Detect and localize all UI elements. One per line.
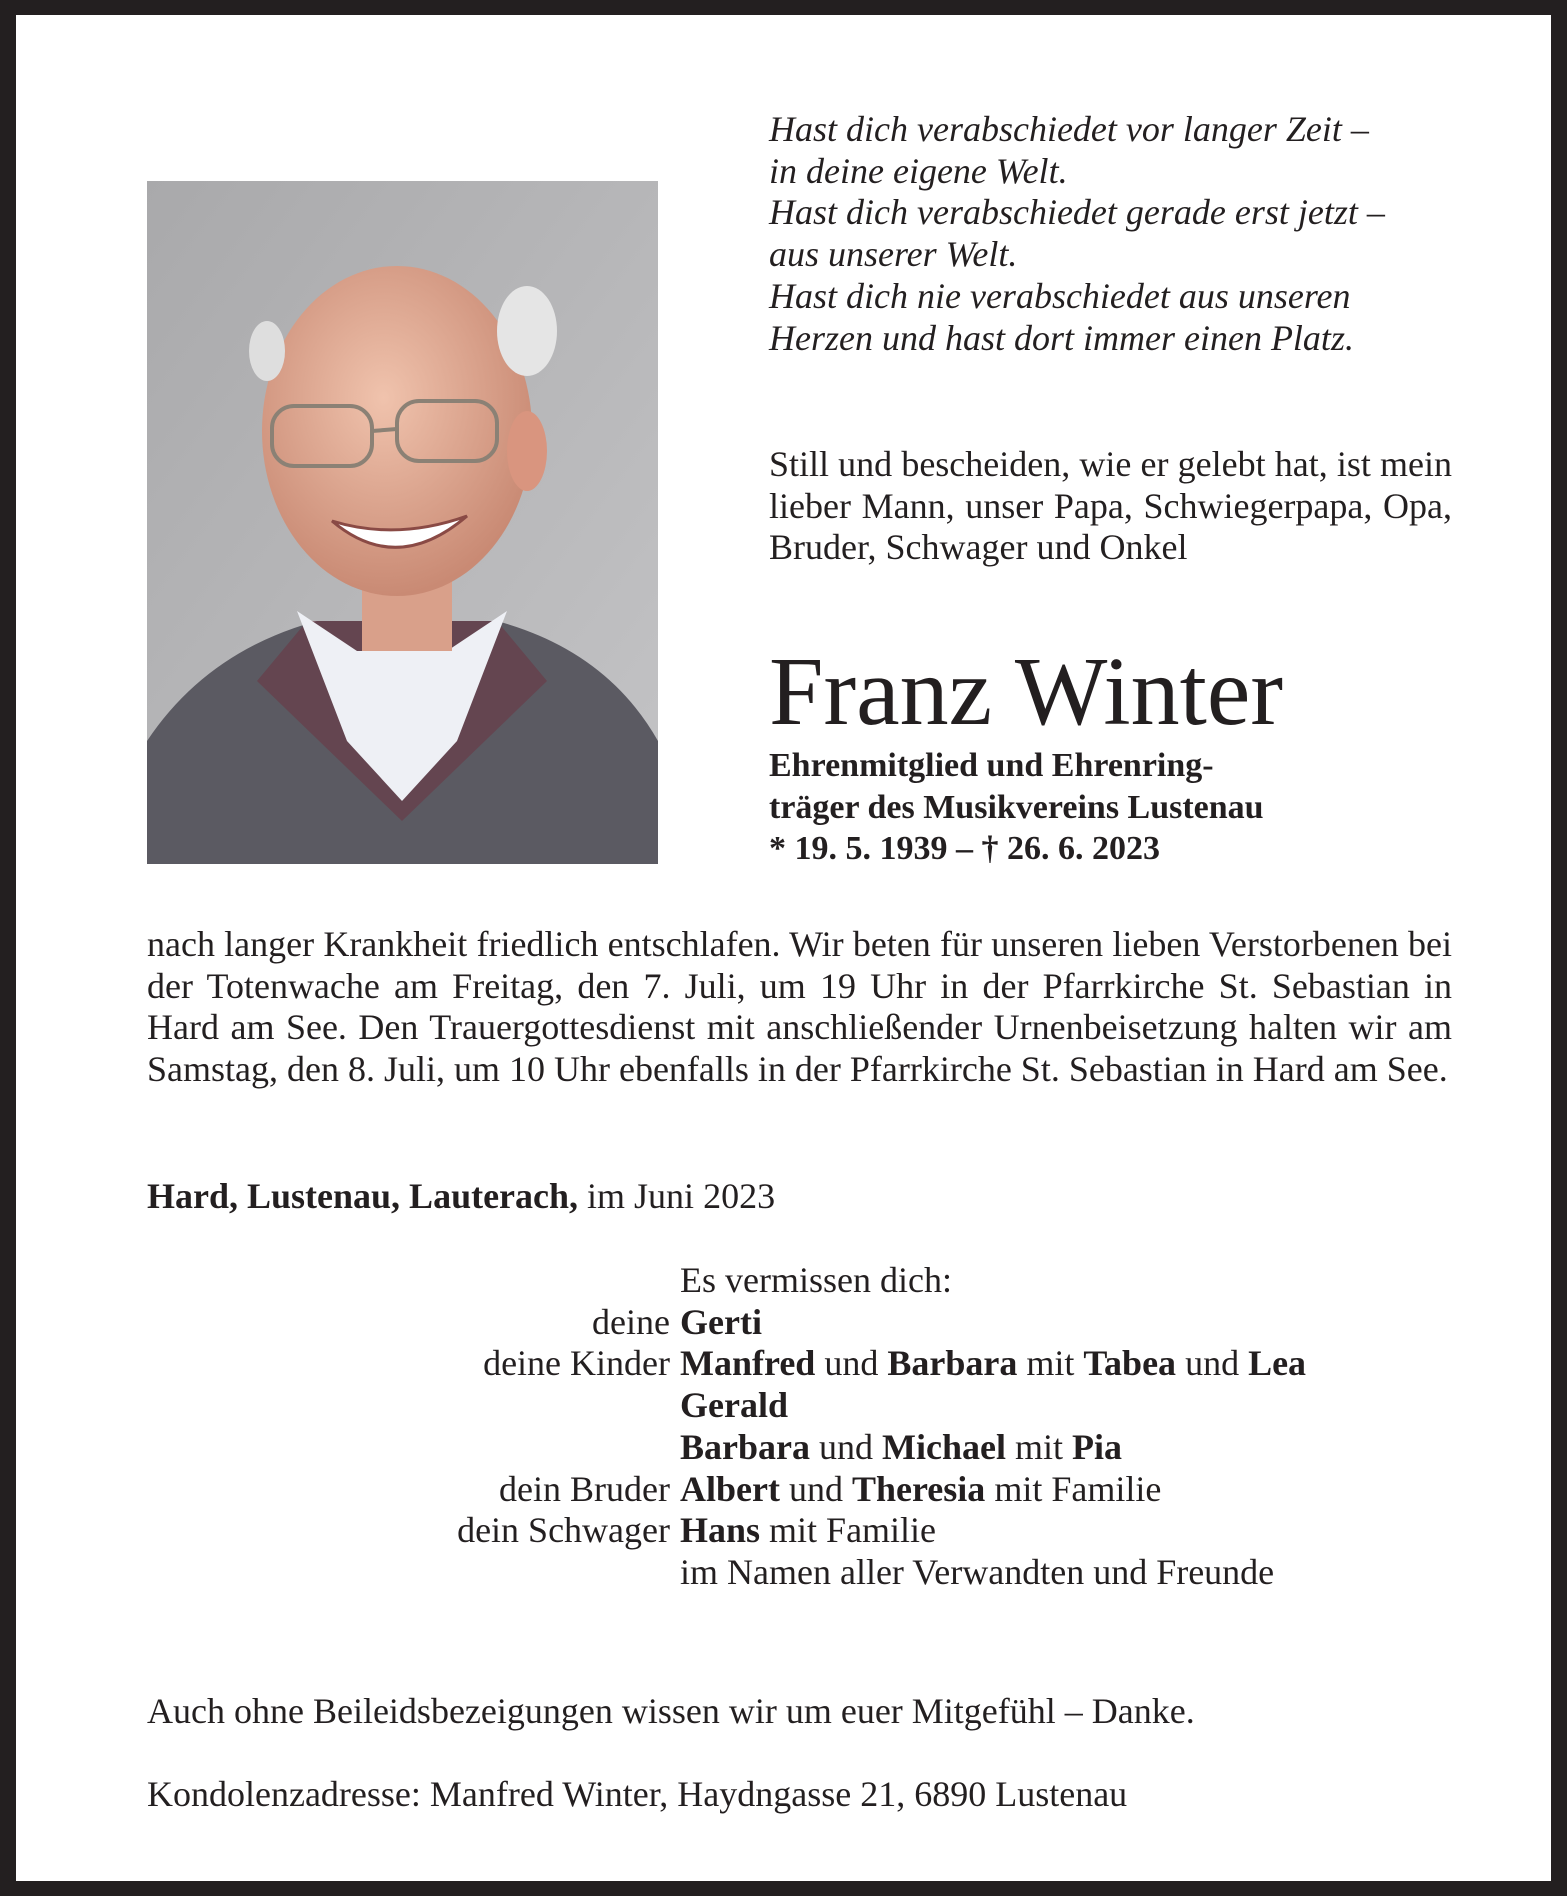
condolence-address: Kondolenzadresse: Manfred Winter, Haydngasse 21, 6890 Lustenau — [147, 1774, 1128, 1814]
deceased-name: Franz Winter — [769, 638, 1284, 746]
relation-label: dein Schwager — [457, 1510, 670, 1551]
mourner-names — [680, 1302, 762, 1344]
mourner-name: Michael — [882, 1426, 1006, 1467]
obituary-page — [16, 15, 1551, 1881]
mourner-row — [147, 1469, 1306, 1511]
poem — [769, 109, 1385, 359]
mourner-name: Lea — [1248, 1343, 1307, 1384]
mourner-name: Tabea — [1083, 1343, 1177, 1384]
poem-line: aus unserer Welt. — [769, 234, 1018, 275]
places: Hard, Lustenau, Lauterach, — [147, 1176, 579, 1216]
funeral-details: nach langer Krankheit friedlich entschlafen. Wir beten für unseren lieben Verstorbenen bei der Totenwache am Freitag, den 7. Juli, um 19 Uhr in der Pfarrkirche St. Sebastian in Hard am See. Den Trauergottesdienst mit anschließender Urnenbeisetzung halten wir am Samstag, den 8. Juli, um 10 Uhr ebenfalls in der Pfarrkirche St. Sebastian in Hard am See. — [147, 924, 1452, 1090]
mourner-name: Gerald — [680, 1385, 788, 1426]
mourner-row — [147, 1343, 1306, 1385]
relation-label: deine — [592, 1301, 670, 1342]
connector-text: und — [779, 1468, 852, 1509]
intro-text: Still und bescheiden, wie er gelebt hat, ist mein lieber Mann, unser Papa, Schwiegerpapa, Opa, Bruder, Schwager und Onkel — [769, 444, 1452, 568]
mourner-name: Barbara — [680, 1426, 810, 1467]
mourner-name: Albert — [680, 1468, 780, 1509]
poem-line: Hast dich verabschiedet gerade erst jetzt – — [769, 192, 1385, 233]
mourner-name: Gerti — [680, 1301, 762, 1342]
connector-text: im Namen aller Verwandten und Freunde — [680, 1551, 1275, 1592]
poem-line: Herzen und hast dort immer einen Platz. — [769, 317, 1354, 358]
portrait-photo — [147, 181, 658, 864]
mourner-name: Theresia — [851, 1468, 986, 1509]
mourner-names — [680, 1469, 1161, 1511]
connector-text: mit Familie — [760, 1510, 937, 1551]
connector-text: mit Familie — [985, 1468, 1162, 1509]
connector-text: und — [810, 1426, 882, 1467]
mourner-name: Manfred — [680, 1343, 816, 1384]
mourner-row — [147, 1385, 1306, 1427]
mourner-row — [147, 1427, 1306, 1469]
relation-label — [147, 1427, 680, 1469]
relation-label — [147, 1552, 680, 1594]
connector-text: und — [815, 1343, 888, 1384]
mourners-list — [147, 1260, 1306, 1594]
mourner-names — [680, 1385, 788, 1427]
connector-text: mit — [1017, 1343, 1084, 1384]
relation-label: deine Kinder — [483, 1343, 670, 1384]
relation-label — [147, 1385, 680, 1427]
mourner-names — [680, 1427, 1122, 1469]
life-dates: * 19. 5. 1939 – † 26. 6. 2023 — [769, 830, 1160, 868]
poem-line: Hast dich verabschiedet vor langer Zeit – — [769, 109, 1369, 149]
mourner-names — [680, 1510, 936, 1552]
mourner-row — [147, 1510, 1306, 1552]
connector-text: und — [1176, 1343, 1249, 1384]
mourner-names — [680, 1552, 1274, 1594]
relation-label: dein Bruder — [499, 1468, 670, 1509]
honorary-title — [769, 745, 1264, 870]
mourner-name: Hans — [680, 1510, 761, 1551]
date: im Juni 2023 — [578, 1176, 776, 1216]
closing-note: Auch ohne Beileidsbezeigungen wissen wir um euer Mitgefühl – Danke. — [147, 1691, 1195, 1731]
subtitle-line: Ehrenmitglied und Ehrenring- — [769, 747, 1214, 784]
mourner-row — [147, 1552, 1306, 1594]
mourner-row — [147, 1302, 1306, 1344]
poem-line: in deine eigene Welt. — [769, 150, 1068, 191]
poem-line: Hast dich nie verabschiedet aus unseren — [769, 275, 1351, 316]
mourners-heading: Es vermissen dich: — [680, 1260, 952, 1300]
mourner-names — [680, 1343, 1306, 1385]
subtitle-line: träger des Musikvereins Lustenau — [769, 788, 1264, 826]
mourner-name: Barbara — [887, 1343, 1018, 1384]
connector-text: mit — [1005, 1426, 1072, 1467]
mourner-name: Pia — [1071, 1426, 1122, 1467]
place-date — [147, 1176, 775, 1218]
